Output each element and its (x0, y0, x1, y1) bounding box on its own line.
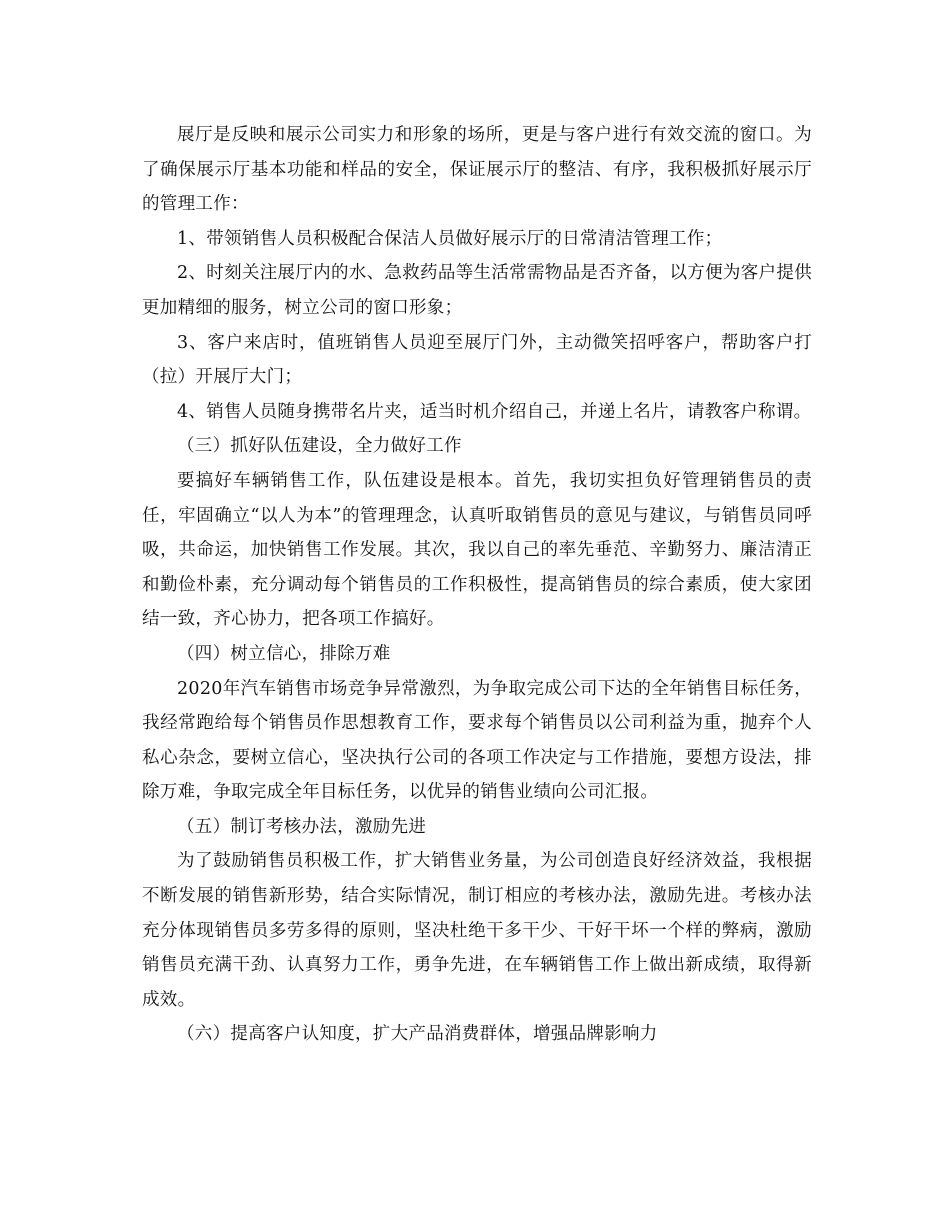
section-heading-5: （五）制订考核办法，激励先进 (177, 816, 427, 837)
paragraph-assessment: 为了鼓励销售员积极工作，扩大销售业务量，为公司创造良好经济效益，我根据不断发展的销售新形势，结合实际情况，制订相应的考核办法，激励先进。考核办法充分体现销售员多劳多得的原则，坚决杜绝干多干少、干好干坏一个样的弊病，激励销售员充满干劲、认真努力工作，勇争先进，在车辆销售工作上做出新成绩，取得新成效。 (142, 851, 812, 1010)
list-item-1: 1、带领销售人员积极配合保洁人员做好展示厅的日常清洁管理工作； (177, 228, 723, 249)
paragraph-showroom-intro: 展厅是反映和展示公司实力和形象的场所，更是与客户进行有效交流的窗口。为了确保展示厅基本功能和样品的安全，保证展示厅的整洁、有序，我积极抓好展示厅的管理工作： (142, 125, 812, 215)
list-item-3: 3、客户来店时，值班销售人员迎至展厅门外，主动微笑招呼客户，帮助客户打（拉）开展厅大门； (142, 332, 812, 388)
section-heading-3: （三）抓好队伍建设，全力做好工作 (177, 436, 462, 457)
section-heading-4: （四）树立信心，排除万难 (177, 643, 391, 664)
paragraph-confidence: 2020年汽车销售市场竞争异常激烈，为争取完成公司下达的全年销售目标任务，我经常跑给每个销售员作思想教育工作，要求每个销售员以公司利益为重，抛弃个人私心杂念，要树立信心，坚决执行公司的各项工作决定与工作措施，要想方设法，排除万难，争取完成全年目标任务，以优异的销售业绩向公司汇报。 (142, 678, 812, 803)
list-item-4: 4、销售人员随身携带名片夹，适当时机介绍自己，并递上名片，请教客户称谓。 (177, 401, 812, 422)
section-heading-6: （六）提高客户认知度，扩大产品消费群体，增强品牌影响力 (177, 1024, 658, 1045)
list-item-2: 2、时刻关注展厅内的水、急救药品等生活常需物品是否齐备，以方便为客户提供更加精细的服务，树立公司的窗口形象； (142, 263, 812, 318)
document-body (142, 118, 812, 1052)
paragraph-team-building: 要搞好车辆销售工作，队伍建设是根本。首先，我切实担负好管理销售员的责任，牢固确立“以人为本”的管理理念，认真听取销售员的意见与建议，与销售员同呼吸，共命运，加快销售工作发展。其次，我以自己的率先垂范、辛勤努力、廉洁清正和勤俭朴素，充分调动每个销售员的工作积极性，提高销售员的综合素质，使大家团结一致，齐心协力，把各项工作搞好。 (142, 470, 812, 630)
